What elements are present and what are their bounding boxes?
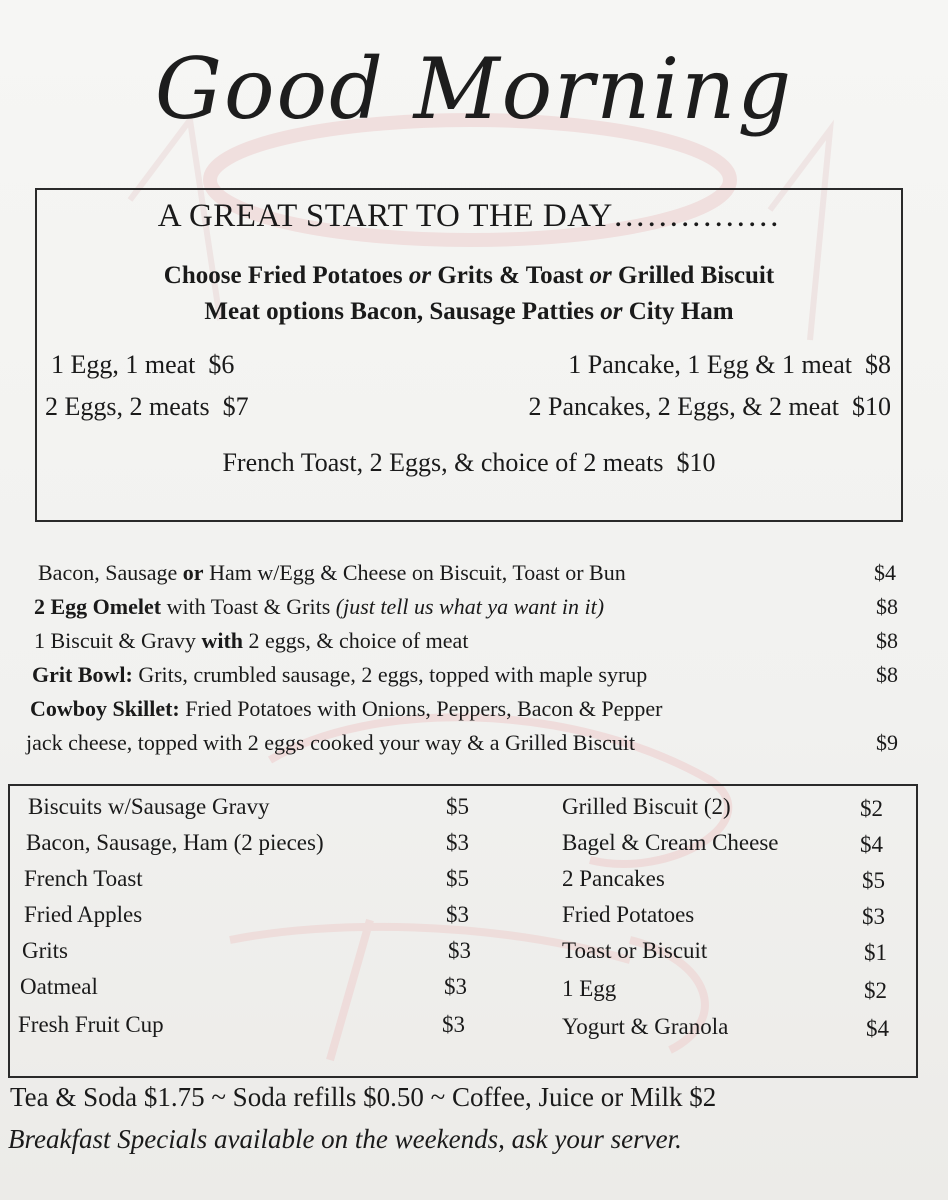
combo-price: $10 (852, 392, 891, 421)
meat-or: or (600, 298, 623, 325)
meat-a: Meat options Bacon, Sausage Patties (204, 298, 594, 325)
side-name: Fried Apples (24, 902, 143, 927)
side-name: Grits (22, 938, 68, 963)
combo-price: $6 (208, 350, 235, 379)
combo-label: French Toast, 2 Eggs, & choice of 2 meats (222, 448, 664, 477)
item-bold: or (182, 560, 204, 585)
combo-item (568, 350, 891, 380)
great-start-box (35, 188, 903, 522)
side-price: $3 (444, 974, 467, 999)
item-price: $8 (876, 628, 898, 653)
great-start-heading: A GREAT START TO THE DAY…………… (157, 198, 781, 234)
sides-box (8, 784, 918, 1078)
side-name: Fried Potatoes (562, 902, 695, 927)
combo-item (529, 392, 892, 422)
choice-b: Grits & Toast (437, 262, 584, 289)
item-text: with Toast & Grits (161, 594, 336, 619)
side-price: $5 (446, 794, 469, 819)
meat-options-line (37, 298, 901, 326)
combo-item (51, 350, 234, 380)
item-price: $8 (876, 662, 898, 687)
side-price: $5 (446, 866, 469, 891)
specials-note: Breakfast Specials available on the weekends, ask your server. (8, 1124, 682, 1154)
item-text: Grits, crumbled sausage, 2 eggs, topped with maple syrup (132, 662, 648, 687)
choice-c: Grilled Biscuit (617, 262, 775, 289)
item-text: 1 Biscuit & Gravy (34, 628, 202, 653)
menu-item (26, 696, 906, 730)
combo-label: 1 Egg, 1 meat (51, 350, 196, 379)
side-name: Bacon, Sausage, Ham (2 pieces) (26, 830, 324, 855)
item-bold: with (201, 628, 243, 653)
item-bold: 2 Egg Omelet (34, 594, 162, 619)
side-price: $3 (446, 830, 469, 855)
side-price: $1 (864, 940, 887, 965)
page-title: Good Morning (154, 40, 794, 138)
combo-label: 2 Pancakes, 2 Eggs, & 2 meat (528, 392, 839, 421)
side-name: Biscuits w/Sausage Gravy (28, 794, 270, 819)
item-bold: Cowboy Skillet: (30, 696, 180, 721)
combo-item (45, 392, 249, 422)
menu-item (26, 594, 906, 628)
item-bold: Grit Bowl: (32, 662, 133, 687)
menu-item (26, 662, 906, 696)
menu-item (26, 628, 906, 662)
side-price: $2 (860, 796, 883, 821)
meat-b: City Ham (628, 298, 734, 325)
item-text: Bacon, Sausage (38, 560, 183, 585)
side-price: $2 (864, 978, 887, 1003)
side-price: $4 (860, 832, 883, 857)
menu-item (26, 560, 906, 594)
side-price: $4 (866, 1016, 889, 1041)
drinks-line: Tea & Soda $1.75 ~ Soda refills $0.50 ~ Coffee, Juice or Milk $2 (10, 1082, 717, 1112)
item-text: Ham w/Egg & Cheese on Biscuit, Toast or Bun (203, 560, 626, 585)
item-text: jack cheese, topped with 2 eggs cooked your way & a Grilled Biscuit (26, 730, 636, 755)
side-name: Oatmeal (20, 974, 98, 999)
side-price: $5 (862, 868, 885, 893)
breakfast-items (26, 560, 906, 764)
side-name: French Toast (24, 866, 143, 891)
side-price: $3 (862, 904, 885, 929)
item-text: 2 eggs, & choice of meat (243, 628, 469, 653)
item-text: Fried Potatoes with Onions, Peppers, Bacon & Pepper (179, 696, 663, 721)
combo-price: $10 (676, 448, 716, 477)
combo-item (37, 448, 901, 478)
side-name: 1 Egg (562, 976, 617, 1001)
side-name: Fresh Fruit Cup (18, 1012, 164, 1037)
combo-label: 1 Pancake, 1 Egg & 1 meat (568, 350, 852, 379)
combo-label: 2 Eggs, 2 meats (45, 392, 210, 421)
combo-price: $7 (222, 392, 249, 421)
side-price: $3 (446, 902, 469, 927)
menu-item (26, 730, 906, 764)
choice-a: Choose Fried Potatoes (163, 262, 403, 289)
side-name: 2 Pancakes (562, 866, 665, 891)
item-note: (just tell us what ya want in it) (335, 594, 605, 619)
side-name: Grilled Biscuit (2) (562, 794, 731, 819)
side-name: Bagel & Cream Cheese (562, 830, 779, 855)
side-name: Yogurt & Granola (562, 1014, 729, 1039)
item-price: $4 (874, 560, 896, 585)
side-price: $3 (442, 1012, 465, 1037)
side-name: Toast or Biscuit (562, 938, 708, 963)
choice-or-1: or (408, 262, 432, 289)
choice-or-2: or (589, 262, 612, 289)
side-price: $3 (448, 938, 471, 963)
side-choice-line (37, 262, 901, 290)
item-price: $8 (876, 594, 898, 619)
combo-price: $8 (865, 350, 891, 379)
item-price: $9 (876, 730, 898, 755)
